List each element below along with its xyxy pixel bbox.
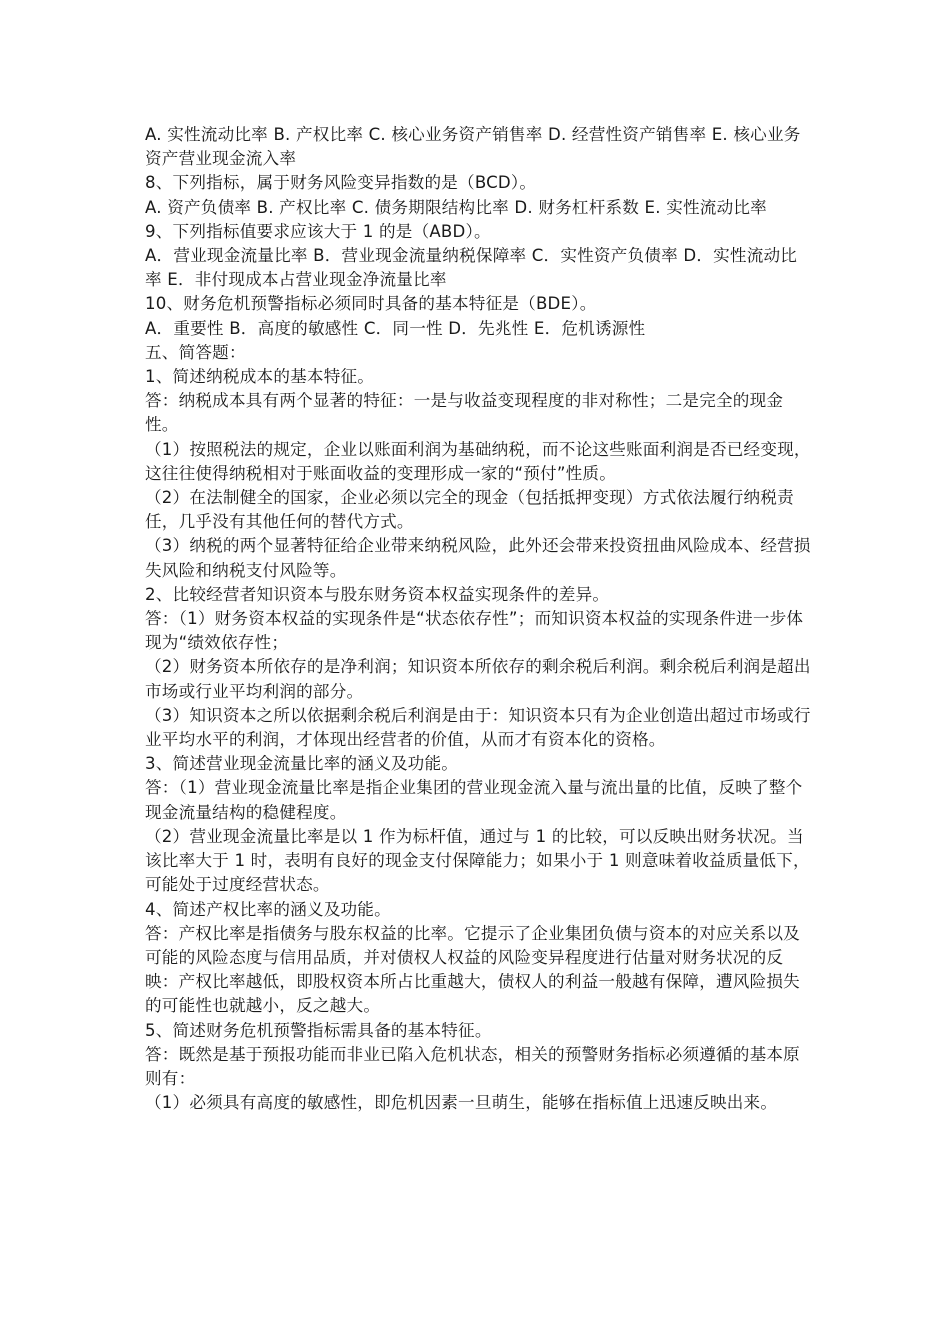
answer-point: （2）财务资本所依存的是净利润；知识资本所依存的剩余税后利润。剩余税后利润是超出市场或行业平均利润的部分。 [145,657,811,701]
answer-point: （1）必须具有高度的敏感性，即危机因素一旦萌生，能够在指标值上迅速反映出来。 [145,1093,778,1113]
paragraph: A．重要性 B．高度的敏感性 C．同一性 D．先兆性 E．危机诱源性 [145,318,646,338]
paragraph: A. 实性流动比率 B. 产权比率 C. 核心业务资产销售率 D. 经营性资产销售率 E. 核心业务资产营业现金流入率 [145,125,801,169]
paragraph: A. 资产负债率 B. 产权比率 C. 债务期限结构比率 D. 财务杠杆系数 E. 实性流动比率 [145,197,767,217]
answer: 答：（1）财务资本权益的实现条件是“状态依存性”；而知识资本权益的实现条件进一步体现为“绩效依存性； [145,609,804,653]
paragraph: 9、下列指标值要求应该大于 1 的是（ABD）。 [145,221,491,241]
question: 4、简述产权比率的涵义及功能。 [145,899,391,919]
question: 1、简述纳税成本的基本特征。 [145,367,375,387]
paragraph: 8、下列指标，属于财务风险变异指数的是（BCD）。 [145,173,537,193]
answer: 答：纳税成本具有两个显著的特征：一是与收益变现程度的非对称性；二是完全的现金性。 [145,391,784,435]
answer-point: （2）营业现金流量比率是以 1 作为标杆值，通过与 1 的比较，可以反映出财务状况。当该比率大于 1 时，表明有良好的现金支付保障能力；如果小于 1 则意味着收益质量低下，可能处于过度经营状态。 [145,826,810,895]
question: 5、简述财务危机预警指标需具备的基本特征。 [145,1020,492,1040]
question: 2、比较经营者知识资本与股东财务资本权益实现条件的差异。 [145,584,610,604]
answer: 答：（1）营业现金流量比率是指企业集团的营业现金流入量与流出量的比值，反映了整个现金流量结构的稳健程度。 [145,778,803,822]
answer: 答：产权比率是指债务与股东权益的比率。它提示了企业集团负债与资本的对应关系以及可能的风险态度与信用品质，并对债权人权益的风险变异程度进行估量对财务状况的反映：产权比率越低，即股权资本所占比重越大，债权人的利益一般越有保障，遭风险损失的可能性也就越小，反之越大。 [145,923,800,1016]
section-heading: 五、简答题： [145,342,246,362]
answer-point: （3）知识资本之所以依据剩余税后利润是由于：知识资本只有为企业创造出超过市场或行业平均水平的利润，才体现出经营者的价值，从而才有资本化的资格。 [145,705,811,750]
answer-point: （3）纳税的两个显著特征给企业带来纳税风险，此外还会带来投资扭曲风险成本、经营损失风险和纳税支付风险等。 [145,536,811,580]
paragraph: A．营业现金流量比率 B．营业现金流量纳税保障率 C．实性资产负债率 D．实性流动比率 E．非付现成本占营业现金净流量比率 [145,246,798,290]
answer: 答：既然是基于预报功能而非业已陷入危机状态，相关的预警财务指标必须遵循的基本原则有： [145,1044,800,1088]
question: 3、简述营业现金流量比率的涵义及功能。 [145,754,459,774]
answer-point: （2）在法制健全的国家，企业必须以完全的现金（包括抵押变现）方式依法履行纳税责任，几乎没有其他任何的替代方式。 [145,488,794,532]
document-body [145,123,812,1115]
paragraph: 10、财务危机预警指标必须同时具备的基本特征是（BDE）。 [145,294,597,314]
answer-point: （1）按照税法的规定，企业以账面利润为基础纳税，而不论这些账面利润是否已经变现，这往往使得纳税相对于账面收益的变理形成一家的“预付”性质。 [145,439,811,483]
